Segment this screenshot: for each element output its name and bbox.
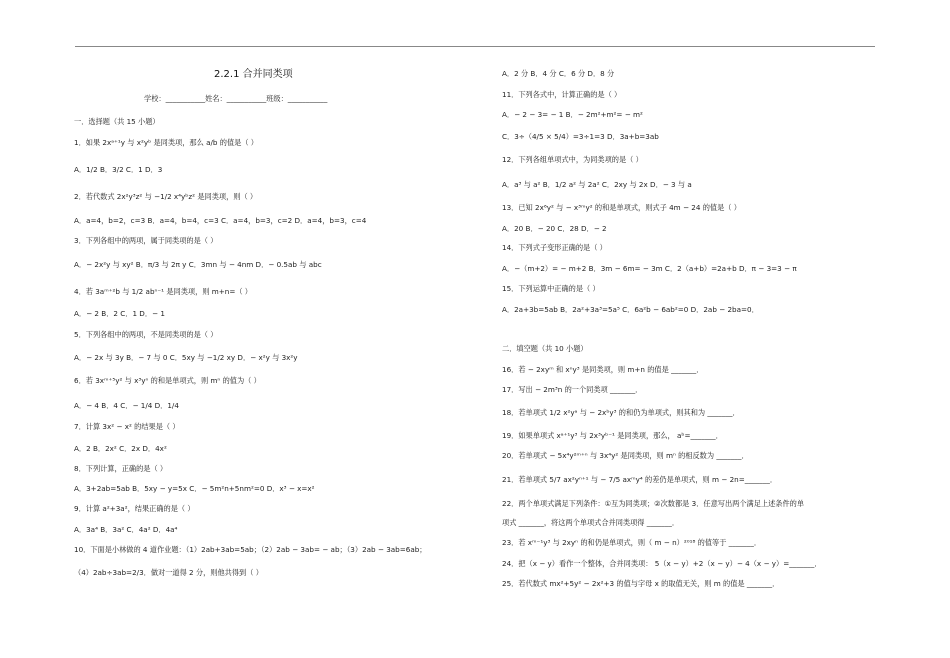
section-heading-2: 二．填空题（共 10 小题） [502,344,588,353]
question-7: 7．计算 3x² − x² 的结果是（ ） [74,422,180,431]
question-15: 15．下列运算中正确的是（ ） [502,284,600,293]
options-7: A．2 B．2x² C．2x D．4x² [74,444,167,453]
question-3: 3．下列各组中的两项，属于同类项的是（ ） [74,236,218,245]
options-2: A．a=4，b=2，c=3 B．a=4，b=4，c=3 C．a=4，b=3，c=2 D．a=4，b=3，c=4 [74,216,367,225]
question-12: 12．下列各组单项式中，为同类项的是（ ） [502,155,643,164]
page-title: 2.2.1 合并同类项 [214,69,293,80]
question-8: 8．下列计算，正确的是（ ） [74,464,168,473]
options-12: A．a³ 与 a² B．1/2 a² 与 2a² C．2xy 与 2x D．− 3 与 a [502,180,692,189]
top-rule [75,46,875,47]
question-16: 16．若 − 2xyᵐ 和 xⁿy³ 是同类项，则 m+n 的值是 _______． [502,365,704,374]
options-1: A．1/2 B．3/2 C．1 D．3 [74,165,163,174]
options-3: A．− 2x²y 与 xy² B．π/3 与 2π y C．3mn 与 − 4nm D．− 0.5ab 与 abc [74,260,322,269]
question-9: 9．计算 a²+3a²，结果正确的是（ ） [74,504,195,513]
options-8: A．3+2ab=5ab B．5xy − y=5x C．− 5m²n+5nm²=0 D．x³ − x=x² [74,484,315,493]
section-heading: 一．选择题（共 15 小题） [74,117,160,126]
question-14: 14．下列式子变形正确的是（ ） [502,243,607,252]
options-6: A．− 4 B．4 C．− 1/4 D．1/4 [74,401,179,410]
question-6: 6．若 3xᵐ⁺⁵y² 与 x³yⁿ 的和是单项式，则 mⁿ 的值为（ ） [74,376,261,385]
options-4: A．− 2 B．2 C．1 D．− 1 [74,309,165,318]
options-13: A．20 B．− 20 C．28 D．− 2 [502,224,607,233]
question-20: 20．若单项式 − 5x⁴y²ᵐ⁺ⁿ 与 3x⁴y² 是同类项，则 mⁿ 的相反数为 _______． [502,451,749,460]
question-10: 10．下面是小林做的 4 道作业题：（1）2ab+3ab=5ab；（2）2ab − 3ab= − ab；（3）2ab − 3ab=6ab； [74,545,427,554]
question-13: 13．已知 2x⁶y² 与 − x³ᵐy² 的和是单项式，则式子 4m − 24 的值是（ ） [502,203,741,212]
question-25: 25．若代数式 mx²+5y² − 2x²+3 的值与字母 x 的取值无关，则 m 的值是 _______． [502,579,780,588]
options-14: A．−（m+2）= − m+2 B．3m − 6m= − 3m C．2（a+b）=2a+b D．π − 3=3 − π [502,264,797,273]
options-10: A．2 分 B．4 分 C．6 分 D．8 分 [502,69,615,78]
question-10-cont: （4）2ab÷3ab=2/3．做对一道得 2 分，则他共得到（ ） [74,568,263,577]
question-17: 17．写出 − 2m³n 的一个同类项 _______． [502,385,643,394]
question-5: 5．下列各组中的两项，不是同类项的是（ ） [74,330,218,339]
options-5: A．− 2x 与 3y B．− 7 与 0 C．5xy 与 −1/2 xy D．− x²y 与 3x²y [74,353,298,362]
question-23: 23．若 xᵐ⁻¹y³ 与 2xyⁿ 的和仍是单项式，则（ m − n）²⁰¹⁸ 的值等于 _______． [502,538,762,547]
question-2: 2．若代数式 2x²y³z² 与 −1/2 x⁴yᵇz² 是同类项，则（ ） [74,192,258,201]
question-1: 1．如果 2xᵃ⁺¹y 与 x²yᵇ 是同类项，那么 a/b 的值是（ ） [74,138,258,147]
question-24: 24．把（x − y）看作一个整体，合并同类项： 5（x − y）+2（x − y）− 4（x − y）=_______． [502,559,822,568]
options-9: A．3a⁴ B．3a² C．4a² D．4a⁴ [74,525,178,534]
question-19: 19．如果单项式 xᵃ⁺¹y³ 与 2x³yᵇ⁻¹ 是同类项，那么， aᵇ=_______． [502,431,723,440]
question-22-cont: 项式 _______，将这两个单项式合并同类项得 _______． [502,518,680,527]
question-21: 21．若单项式 5/7 ax²yⁿ⁺¹ 与 − 7/5 axᵐy⁴ 的差仍是单项式，则 m − 2n=_______． [502,475,778,484]
question-18: 18．若单项式 1/2 x²yᵃ 与 − 2xᵇy³ 的和仍为单项式，则其和为 _______． [502,408,740,417]
options-11-ab: A．− 2 − 3= − 1 B．− 2m²+m²= − m² [502,110,643,119]
question-22: 22．两个单项式满足下列条件：①互为同类项；②次数都是 3．任意写出两个满足上述条件的单 [502,499,805,508]
options-15: A．2a+3b=5ab B．2a²+3a³=5a⁵ C．6a²b − 6ab²=0 D．2ab − 2ba=0． [502,305,759,314]
options-11-cd: C．3÷（4/5 × 5/4）=3÷1=3 D．3a+b=3ab [502,132,659,141]
question-11: 11．下列各式中，计算正确的是（ ） [502,90,622,99]
info-line: 学校：___________姓名：___________班级：___________ [144,94,328,103]
question-4: 4．若 3aᵐ⁺²b 与 1/2 abⁿ⁻¹ 是同类项，则 m+n=（ ） [74,287,252,296]
